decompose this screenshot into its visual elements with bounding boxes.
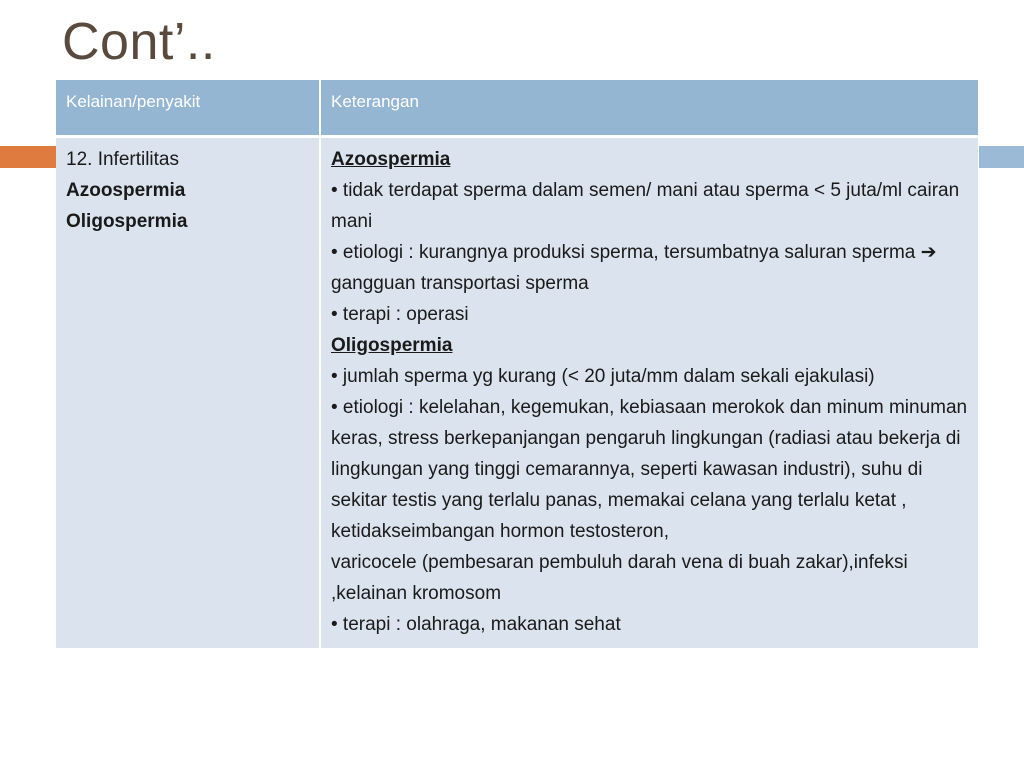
cell-kelainan: [56, 136, 320, 648]
oligospermia-heading: Oligospermia: [331, 334, 453, 356]
azoospermia-item-definition: • tidak terdapat sperma dalam semen/ mani atau sperma < 5 juta/ml cairan mani: [331, 179, 960, 232]
azoospermia-heading: Azoospermia: [331, 148, 451, 170]
oligospermia-item-varicocele: varicocele (pembesaran pembuluh darah vena di buah zakar),infeksi ,kelainan kromosom: [331, 551, 908, 604]
oligospermia-item-definition: • jumlah sperma yg kurang (< 20 juta/mm dalam sekali ejakulasi): [331, 365, 875, 387]
disease-oligospermia-label: Oligospermia: [66, 210, 188, 232]
header-kelainan-penyakit: Kelainan/penyakit: [56, 80, 320, 136]
content-table: [56, 80, 978, 648]
table-row: [56, 136, 978, 648]
accent-bar-left: [0, 146, 56, 168]
azoospermia-item-etiology: • etiologi : kurangnya produksi sperma, tersumbatnya saluran sperma ➔ gangguan transportasi sperma: [331, 241, 937, 294]
oligospermia-item-etiology: • etiologi : kelelahan, kegemukan, kebiasaan merokok dan minum minuman keras, stress berkepanjangan pengaruh lingkungan (radiasi atau bekerja di lingkungan yang tinggi cemarannya, seperti kawasan industri), suhu di sekitar testis yang terlalu panas, memakai celana yang terlalu ketat , ketidakseimbangan hormon testosteron,: [331, 396, 968, 542]
cell-keterangan: [320, 136, 978, 648]
accent-bar-right: [979, 146, 1024, 168]
header-keterangan: Keterangan: [320, 80, 978, 136]
azoospermia-item-therapy: • terapi : operasi: [331, 303, 469, 325]
table-header-row: [56, 80, 978, 136]
oligospermia-item-therapy: • terapi : olahraga, makanan sehat: [331, 613, 621, 635]
disease-azoospermia-label: Azoospermia: [66, 179, 186, 201]
disease-number-label: 12. Infertilitas: [66, 148, 179, 170]
slide-title: Cont’..: [62, 13, 216, 71]
